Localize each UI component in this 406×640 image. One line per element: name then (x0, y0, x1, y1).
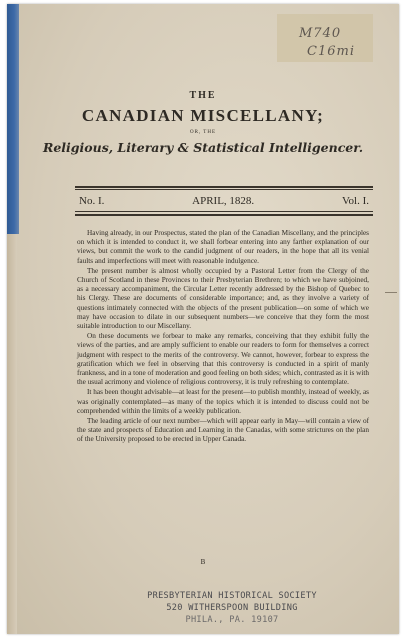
title-connector: OR, THE (189, 130, 217, 135)
issue-volume: Vol. I. (341, 195, 369, 207)
library-stamp (117, 590, 347, 626)
stamp-line: 520 WITHERSPOON BUILDING (166, 603, 298, 613)
spine-edge (7, 234, 17, 634)
page-title: CANADIAN MISCELLANY; (81, 106, 325, 125)
divider-rule (75, 189, 373, 190)
divider-rule (75, 214, 373, 216)
article-body (77, 229, 369, 446)
issue-date: APRIL, 1828. (192, 195, 255, 207)
paragraph: It has been thought advisable—at least for the present—to publish monthly, instead of weekly, as was originally contemplated—as many of the topics which it is intended to discuss could not be comprehended within the limits of a weekly publication. (77, 388, 369, 415)
page-subtitle: Religious, Literary & Statistical Intelligencer. (42, 140, 364, 155)
paragraph: Having already, in our Prospectus, stated the plan of the Canadian Miscellany, and the principles on which it is intended to conduct it, we shall forbear entering into any farther explanation of our views, but commit the work to the candid judgment of our readers, in the hope that all its venial faults and imperfections will meet with reasonable indulgence. (77, 229, 369, 265)
margin-mark (385, 292, 397, 294)
paragraph: The leading article of our next number—which will appear early in May—will contain a view of the state and prospects of Education and Learning in the Canadas, with some strictures on the plan of the University proposed to be erected in Upper Canada. (77, 417, 369, 444)
title-article: THE (189, 90, 217, 101)
paragraph: On these documents we forbear to make any remarks, conceiving that they exhibit fully the views of the parties, and are amply sufficient to enable our readers to form for themselves a correct judgment with respect to the merits of the controversy. We cannot, however, forbear to express the gratification which we feel in observing that this controversy is conducted in a spirit of manly frankness, and in a tone of moderation and good feeling on both sides; which, contrasted as it is with the usual acrimony and violence of religious controversy, it is truly refreshing to contemplate. (77, 332, 369, 387)
handwritten-call-number: M740 (299, 26, 342, 41)
divider-rule (75, 186, 373, 188)
signature-mark: B (200, 558, 206, 566)
paragraph: The present number is almost wholly occupied by a Pastoral Letter from the Clergy of the Church of Scotland in these Provinces to their Presbyterian Brethren; to which we have subjoined, as a necessary accompaniment, the Circular Letter recently addressed by the Bishop of Quebec to his Clergy. These are documents of considerable importance; and, as they involve a variety of questions intimately connected with the objects of the present publication—on some of which we may have occasion to dilate in our subsequent numbers—we conceive that they form the most suitable introduction to our Miscellany. (77, 266, 369, 331)
issue-number: No. I. (79, 195, 105, 207)
stamp-line: PHILA., PA. 19107 (185, 615, 279, 625)
stamp-line: PRESBYTERIAN HISTORICAL SOCIETY (147, 591, 317, 601)
handwritten-call-number-2: C16mi (307, 44, 355, 59)
issue-line (79, 195, 369, 207)
document-page (7, 4, 399, 634)
divider-rule (75, 211, 373, 212)
